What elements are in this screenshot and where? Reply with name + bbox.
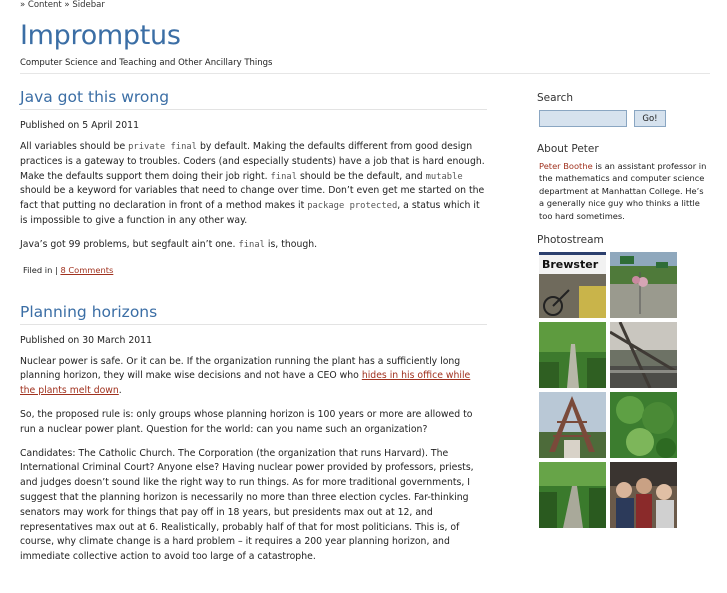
post-paragraph: All variables should be private final by default. Making the defaults different from good design practices is a gateway to troubles. Coders (and especially students) have a job that is hard enough. Make the defaults support them doing their job right. final should be the default, and mutable should be a keyword for variables that need to change over time. Don’t even get me started on the fact that putting no declaration in front of a method makes it package protected, a status which it is impossible to give a function in any other way. <box>20 141 485 226</box>
search-input[interactable] <box>539 110 627 127</box>
post-date: Published on 30 March 2011 <box>20 334 152 346</box>
skip-content-link[interactable]: Content <box>27 0 62 10</box>
post <box>20 303 487 565</box>
skip-links: » Content » Sidebar <box>20 0 105 10</box>
about-heading: About Peter <box>537 143 599 155</box>
comments-link[interactable]: 8 Comments <box>60 264 114 275</box>
skip-sidebar-link[interactable]: Sidebar <box>72 0 105 10</box>
post-paragraph: Candidates: The Catholic Church. The Corporation (the organization that runs Harvard). The International Criminal Court? Anyone else? Having nuclear power provided by professors, priests, and judges doesn’t sound like the right way to run things. As for more traditional governments, I suggest that the planning horizon is necessarily no more than three election cycles. Far-thinking senators may work for things that pay off in 18 years, but presidents max out at 12, and representatives max out at 6. Realistically, probably half of that for most politicians. This is, of course, why climate change is a hard problem – it requires a 200 year planning horizon, and immediate collective action to avoid too large of a catastrophe. <box>20 447 474 563</box>
search-heading: Search <box>537 92 574 104</box>
photo-thumbnail[interactable] <box>610 392 677 458</box>
search-go-button[interactable]: Go! <box>634 110 666 127</box>
main-content <box>20 88 487 593</box>
about-text: Peter Boothe is an assistant professor in the mathematics and computer science department at Manhattan College. He’s a generally nice guy who thinks a little too hard sometimes. <box>539 161 707 221</box>
site-title[interactable]: Impromptus <box>20 20 181 51</box>
post-paragraph: Nuclear power is safe. Or it can be. If the organization running the plant has a sufficiently long planning horizon, they will make wise decisions and not have a CEO who hides in his office while the plants melt down. <box>20 355 471 397</box>
photo-thumbnail[interactable] <box>610 462 677 528</box>
post <box>20 88 487 275</box>
inline-link[interactable]: hides in his office while the plants melt down <box>20 370 471 397</box>
post-paragraph: Java’s got 99 problems, but segfault ain’t one. final is, though. <box>20 238 318 250</box>
photo-thumbnail[interactable] <box>539 252 606 318</box>
post-paragraph: So, the proposed rule is: only groups whose planning horizon is 100 years or more are allowed to run a nuclear power plant. Question for the world: can you name such an organization? <box>20 408 473 435</box>
post-date: Published on 5 April 2011 <box>20 120 139 131</box>
photostream-heading: Photostream <box>537 234 604 247</box>
photo-thumbnail[interactable] <box>539 462 606 528</box>
about-name-link[interactable]: Peter Boothe <box>539 161 593 171</box>
header-divider <box>20 73 710 74</box>
post-title[interactable]: Java got this wrong <box>20 88 487 110</box>
sign-text: Brewster <box>542 258 599 272</box>
site-tagline: Computer Science and Teaching and Other Ancillary Things <box>20 58 273 68</box>
photo-thumbnail[interactable] <box>610 322 677 388</box>
photo-thumbnail[interactable] <box>539 392 606 458</box>
search-form <box>537 110 707 130</box>
post-title[interactable]: Planning horizons <box>20 303 487 325</box>
post-footer: Filed in | 8 Comments <box>23 264 114 275</box>
photo-thumbnail[interactable] <box>610 252 677 318</box>
sidebar <box>537 92 707 528</box>
photostream-grid <box>539 252 707 528</box>
photo-thumbnail[interactable] <box>539 322 606 388</box>
